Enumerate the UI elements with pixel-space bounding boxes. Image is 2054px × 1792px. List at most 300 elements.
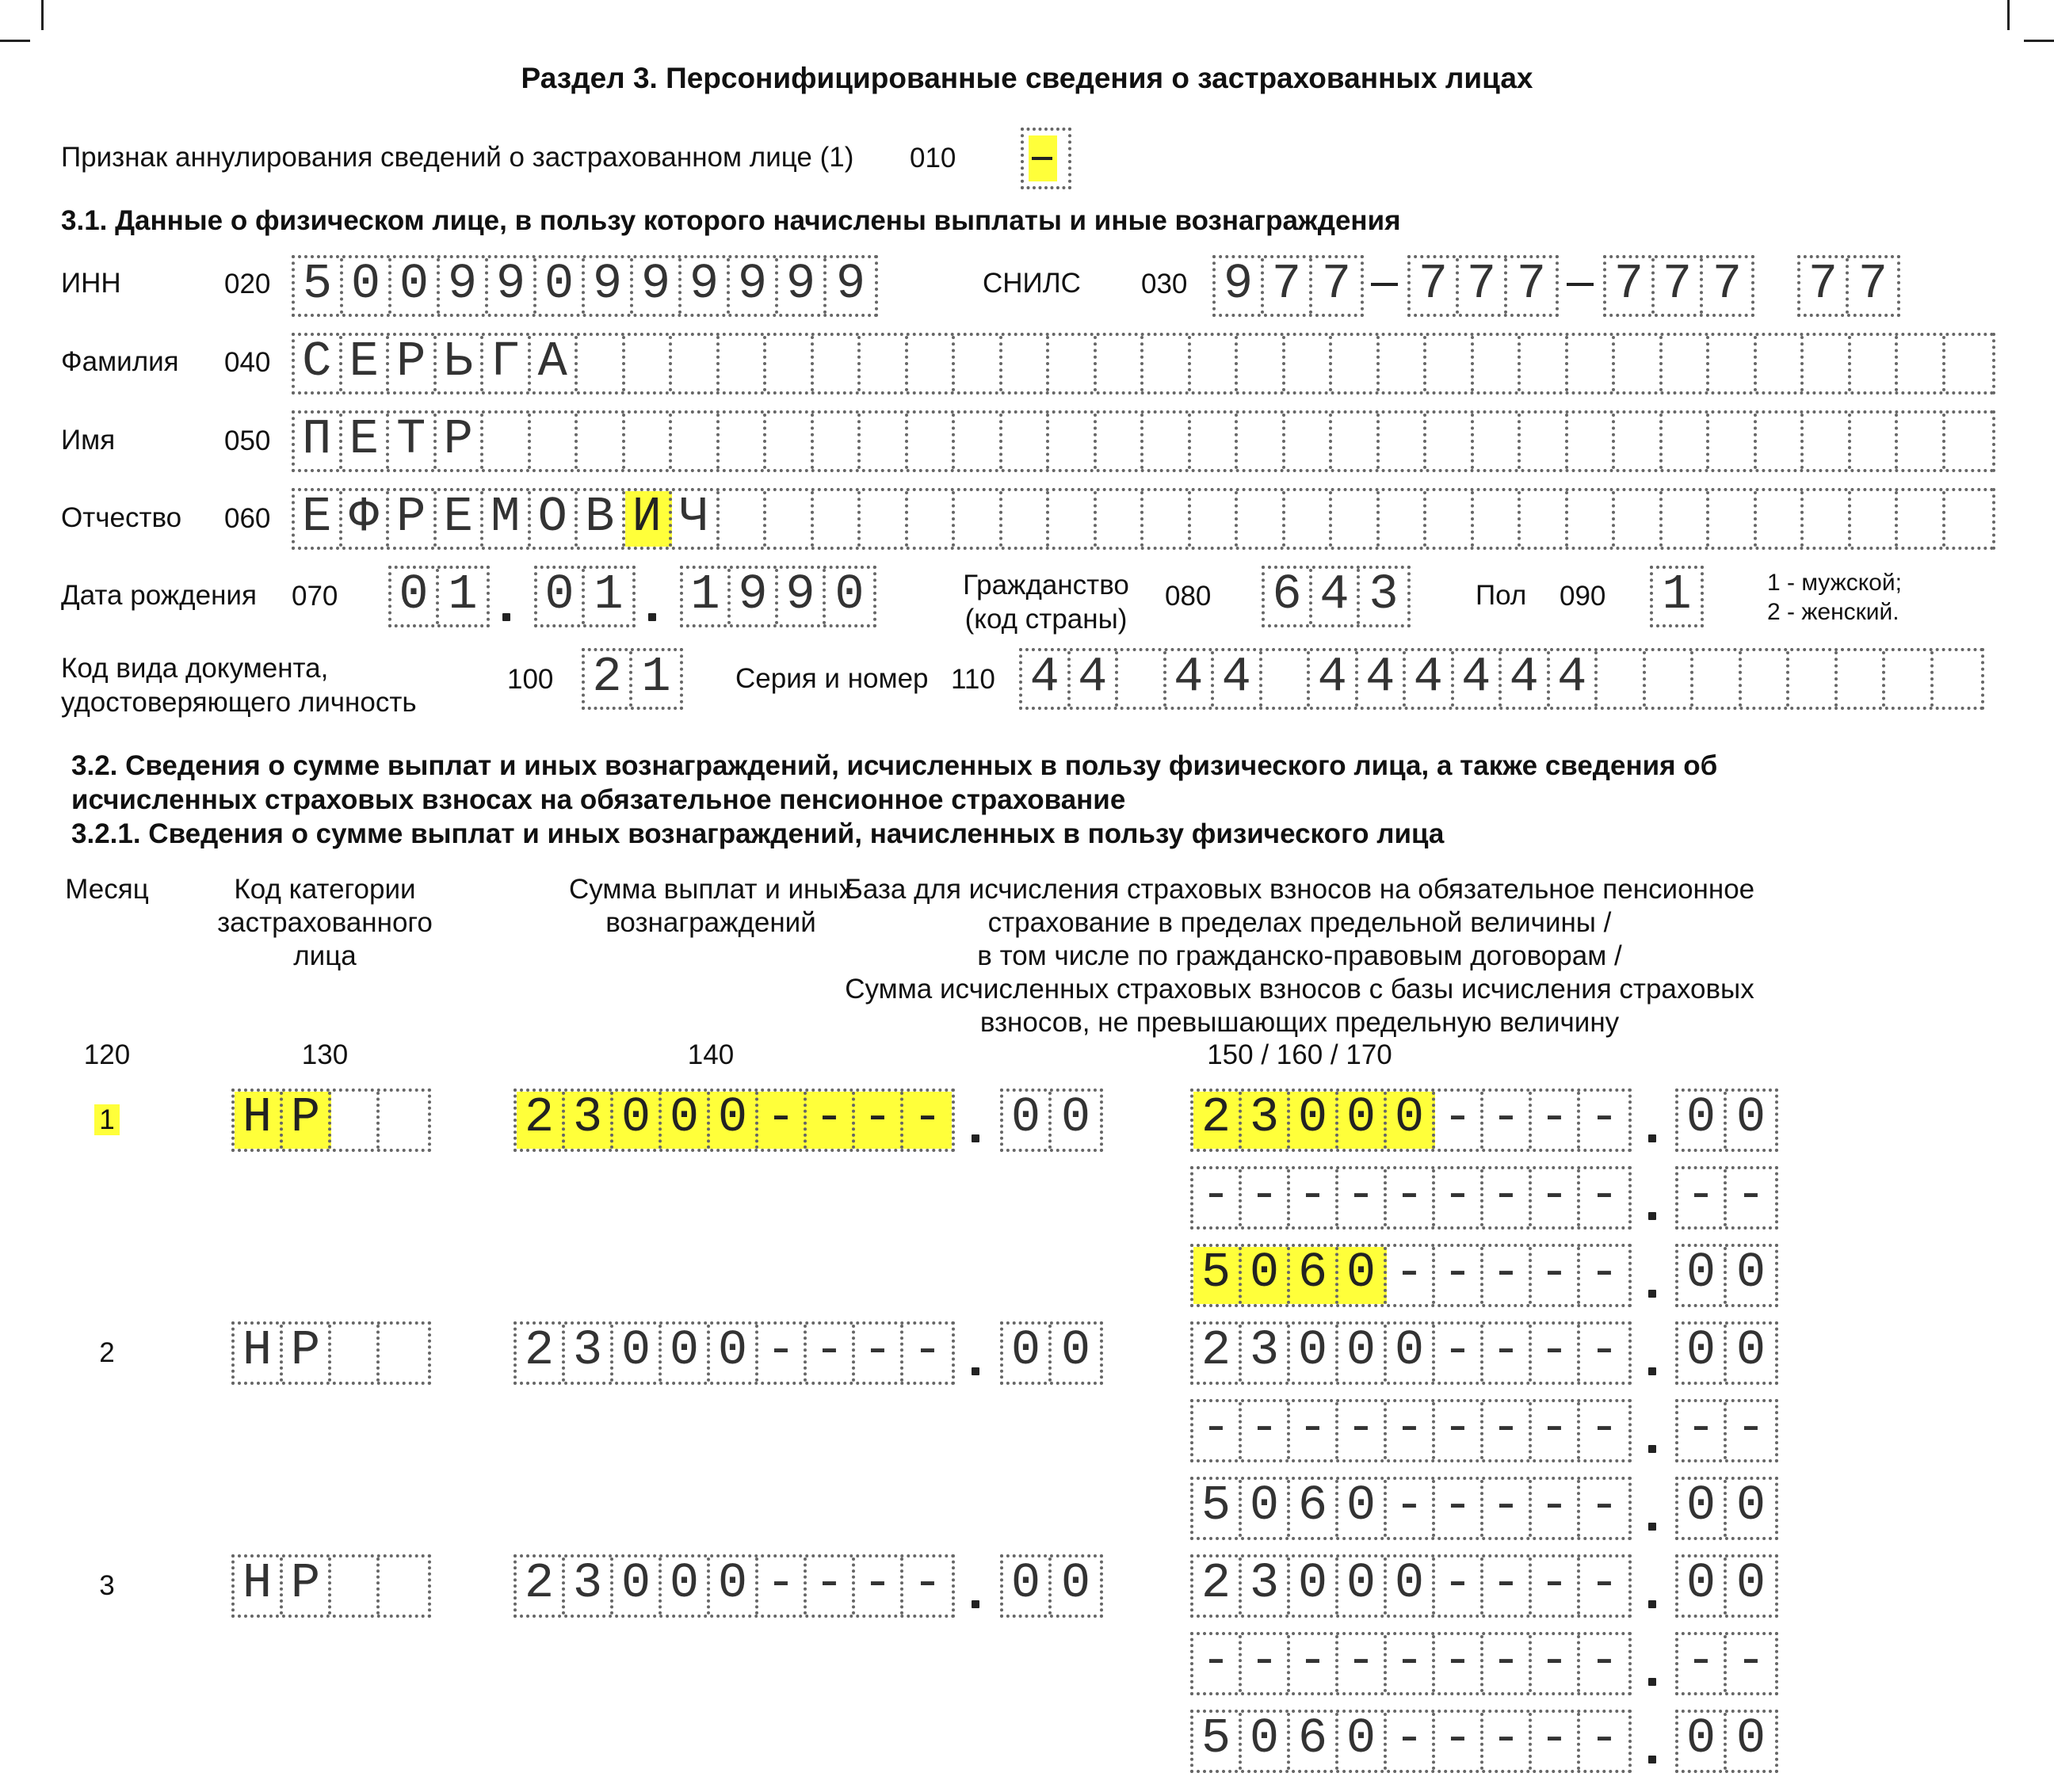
contrib-field[interactable] <box>1190 1710 1632 1773</box>
surname-char <box>1191 336 1239 391</box>
contrib-field[interactable] <box>1190 1244 1632 1307</box>
contrib-kopeck-digit: 0 <box>1678 1713 1727 1770</box>
sum-kopeck-digit: 0 <box>1003 1558 1052 1615</box>
month-value: 3 <box>99 1570 115 1601</box>
sum-kopeck-field[interactable] <box>1000 1089 1103 1152</box>
patronymic-char: М <box>483 491 531 547</box>
doc-number-char: 4 <box>1550 651 1598 707</box>
inn-digit: 9 <box>585 258 633 314</box>
doc-number-char <box>1789 651 1838 707</box>
name-field[interactable] <box>292 410 1995 472</box>
patronymic-char <box>861 491 908 547</box>
gph-kopeck-digit: - <box>1678 1402 1727 1459</box>
name-char <box>1380 414 1427 469</box>
surname-char <box>1285 336 1333 391</box>
sum-kopeck-field[interactable] <box>1000 1321 1103 1385</box>
sum-char: - <box>855 1092 903 1149</box>
gph-char: - <box>1435 1635 1483 1692</box>
snils-digit: 7 <box>1264 258 1312 314</box>
gph-char: - <box>1193 1635 1242 1692</box>
name-char <box>908 414 956 469</box>
surname-char: А <box>531 336 578 391</box>
patronymic-char <box>1238 491 1285 547</box>
base-kopeck-digit: 0 <box>1735 1555 1766 1611</box>
base-decimal-point <box>1648 1600 1656 1608</box>
contrib-field[interactable] <box>1190 1477 1632 1540</box>
gph-char: - <box>1589 1633 1620 1689</box>
sum-char: 0 <box>613 1092 662 1149</box>
birth-digit: 0 <box>834 566 865 623</box>
surname-char <box>1945 336 1993 391</box>
contrib-char: 0 <box>1242 1247 1290 1304</box>
doc-number-code: 110 <box>951 664 995 695</box>
contrib-char: - <box>1589 1710 1620 1767</box>
sum-char: - <box>912 1555 943 1611</box>
gph-char: - <box>1242 1169 1290 1226</box>
contrib-char: - <box>1483 1480 1532 1537</box>
surname-char <box>1757 336 1804 391</box>
sum-char: - <box>903 1092 952 1149</box>
col-base-header-3: в том числе по гражданско-правовым договорам / <box>977 940 1622 971</box>
gph-kopeck-field[interactable] <box>1675 1632 1778 1695</box>
surname-char <box>1097 336 1144 391</box>
birth-digit: 1 <box>594 566 624 623</box>
contrib-char: - <box>1387 1713 1435 1770</box>
doc-number-char <box>1118 651 1166 707</box>
base-char: 2 <box>1193 1558 1242 1615</box>
col-sum-header-2: вознаграждений <box>605 907 816 938</box>
sum-char: - <box>758 1325 807 1382</box>
base-char: 2 <box>1193 1092 1242 1149</box>
gph-decimal-point <box>1648 1212 1656 1220</box>
patronymic-char <box>814 491 861 547</box>
contrib-decimal-point <box>1648 1523 1656 1531</box>
inn-digit: 0 <box>343 258 391 314</box>
snils-digit: 7 <box>1411 258 1459 314</box>
name-char <box>1191 414 1239 469</box>
contrib-char: - <box>1387 1480 1435 1537</box>
surname-field[interactable] <box>292 333 1995 395</box>
gph-kopeck-digit: - <box>1735 1633 1766 1689</box>
surname-char: Ь <box>437 336 484 391</box>
patronymic-char <box>908 491 956 547</box>
base-field[interactable] <box>1190 1321 1632 1385</box>
base-char: - <box>1532 1558 1580 1615</box>
col-sum-code: 140 <box>687 1039 735 1070</box>
annul-value <box>1024 131 1068 186</box>
name-char <box>531 414 578 469</box>
base-kopeck-field[interactable] <box>1675 1321 1778 1385</box>
gph-char: - <box>1435 1402 1483 1459</box>
sum-char: - <box>807 1092 855 1149</box>
sum-field[interactable] <box>514 1554 955 1618</box>
birth-separator-2 <box>648 613 656 621</box>
surname-char <box>625 336 673 391</box>
gph-char: - <box>1589 1167 1620 1223</box>
name-char <box>483 414 531 469</box>
name-char <box>1238 414 1285 469</box>
citizenship-digit: 4 <box>1312 569 1360 624</box>
base-char: 3 <box>1242 1558 1290 1615</box>
patronymic-char: Е <box>295 491 342 547</box>
sum-char: - <box>807 1558 855 1615</box>
contrib-kopeck-digit: 0 <box>1735 1245 1766 1301</box>
sum-char: 2 <box>517 1558 565 1615</box>
category-char <box>331 1558 380 1615</box>
base-char: 3 <box>1242 1325 1290 1382</box>
gph-char: - <box>1193 1402 1242 1459</box>
snils-field-group4[interactable] <box>1797 255 1900 317</box>
citizenship-field[interactable] <box>1262 566 1411 627</box>
contrib-char: 5 <box>1193 1247 1242 1304</box>
category-char <box>331 1325 380 1382</box>
sex-digit: 1 <box>1662 566 1692 623</box>
doc-type-label-2: удостоверяющего личность <box>61 687 417 718</box>
name-char: Р <box>437 414 484 469</box>
contrib-char: - <box>1483 1713 1532 1770</box>
gph-char: - <box>1387 1169 1435 1226</box>
gph-char: - <box>1532 1635 1580 1692</box>
category-char: Р <box>283 1558 331 1615</box>
snils-digit: 7 <box>1516 256 1547 312</box>
gph-char: - <box>1290 1169 1338 1226</box>
snils-digit: 9 <box>1216 258 1264 314</box>
contrib-char: - <box>1435 1480 1483 1537</box>
doc-number-char: 4 <box>1022 651 1071 707</box>
gph-field[interactable] <box>1190 1632 1632 1695</box>
sum-char: 0 <box>710 1092 758 1149</box>
contrib-char: 0 <box>1242 1480 1290 1537</box>
contrib-char: - <box>1435 1247 1483 1304</box>
contrib-char: 6 <box>1290 1247 1338 1304</box>
contrib-char: - <box>1483 1247 1532 1304</box>
gph-char: - <box>1532 1169 1580 1226</box>
surname-char <box>1851 336 1899 391</box>
surname-char: Е <box>342 336 390 391</box>
doc-number-char: 4 <box>1214 651 1262 707</box>
col-month-code: 120 <box>83 1039 131 1070</box>
doc-type-field[interactable] <box>582 648 683 710</box>
contrib-char: - <box>1532 1713 1580 1770</box>
doc-number-char: 4 <box>1310 651 1358 707</box>
patronymic-char <box>1191 491 1239 547</box>
doc-type-code: 100 <box>507 664 554 695</box>
category-field[interactable] <box>231 1321 431 1385</box>
contrib-char: - <box>1532 1480 1580 1537</box>
contrib-kopeck-field[interactable] <box>1675 1244 1778 1307</box>
annul-field[interactable] <box>1021 128 1071 189</box>
snils-code: 030 <box>1141 269 1188 299</box>
contrib-decimal-point <box>1648 1290 1656 1298</box>
patronymic-char: В <box>578 491 625 547</box>
sum-kopeck-digit: 0 <box>1060 1089 1091 1146</box>
doc-number-char: 4 <box>1166 651 1215 707</box>
citizenship-digit: 3 <box>1369 566 1399 623</box>
category-char <box>331 1092 380 1149</box>
doc-number-char <box>1598 651 1646 707</box>
base-char: 0 <box>1338 1092 1387 1149</box>
surname-code: 040 <box>224 347 271 378</box>
gph-char: - <box>1387 1635 1435 1692</box>
category-char: Н <box>235 1325 283 1382</box>
snils-field-group3[interactable] <box>1603 255 1754 317</box>
snils-field-group1[interactable] <box>1212 255 1364 317</box>
base-kopeck-field[interactable] <box>1675 1089 1778 1152</box>
patronymic-char <box>1804 491 1851 547</box>
gph-kopeck-digit: - <box>1678 1169 1727 1226</box>
inn-code: 020 <box>224 269 271 299</box>
contrib-char: 0 <box>1338 1480 1387 1537</box>
contrib-char: 0 <box>1338 1247 1387 1304</box>
doc-type-digit: 2 <box>585 651 632 707</box>
inn-digit: 9 <box>440 258 488 314</box>
patronymic-char <box>1332 491 1380 547</box>
inn-label: ИНН <box>61 268 121 299</box>
birth-month-field[interactable] <box>534 566 636 627</box>
birth-digit: 1 <box>448 566 478 623</box>
patronymic-field[interactable] <box>292 488 1995 550</box>
citizenship-code: 080 <box>1165 581 1212 612</box>
sum-char: - <box>855 1558 903 1615</box>
sum-decimal-point <box>972 1367 979 1375</box>
sum-char: 0 <box>662 1092 710 1149</box>
gph-kopeck-field[interactable] <box>1675 1399 1778 1462</box>
gph-char: - <box>1483 1169 1532 1226</box>
name-char <box>766 414 814 469</box>
sex-field[interactable] <box>1650 566 1704 627</box>
inn-digit: 9 <box>730 258 778 314</box>
inn-digit: 9 <box>488 258 536 314</box>
gph-char: - <box>1532 1402 1580 1459</box>
patronymic-char: И <box>625 491 673 547</box>
doc-number-char <box>1838 651 1886 707</box>
doc-number-char <box>1885 651 1934 707</box>
base-decimal-point <box>1648 1134 1656 1142</box>
name-char <box>1285 414 1333 469</box>
gph-char: - <box>1483 1402 1532 1459</box>
gph-char: - <box>1290 1635 1338 1692</box>
surname-char <box>1474 336 1521 391</box>
base-char: - <box>1589 1322 1620 1378</box>
birth-year-field[interactable] <box>680 566 876 627</box>
patronymic-code: 060 <box>224 503 271 534</box>
surname-char <box>1898 336 1945 391</box>
birth-day-field[interactable] <box>388 566 490 627</box>
name-char <box>1568 414 1616 469</box>
surname-char <box>720 336 767 391</box>
surname-char <box>1568 336 1616 391</box>
patronymic-char <box>1474 491 1521 547</box>
category-char: Н <box>235 1558 283 1615</box>
snils-field-group2[interactable] <box>1407 255 1559 317</box>
name-char <box>1898 414 1945 469</box>
gph-decimal-point <box>1648 1678 1656 1686</box>
snils-digit: 7 <box>1655 258 1703 314</box>
birth-digit: 9 <box>778 569 826 624</box>
base-char: - <box>1483 1092 1532 1149</box>
inn-field[interactable] <box>292 255 878 317</box>
surname-char <box>1663 336 1710 391</box>
col-category-header-2: застрахованного <box>217 907 433 938</box>
base-field[interactable] <box>1190 1089 1632 1152</box>
patronymic-char <box>1143 491 1191 547</box>
contrib-char: 0 <box>1242 1713 1290 1770</box>
base-char: 0 <box>1338 1325 1387 1382</box>
name-char <box>1709 414 1757 469</box>
category-field[interactable] <box>231 1089 431 1152</box>
sum-decimal-point <box>972 1134 979 1142</box>
gph-kopeck-digit: - <box>1735 1167 1766 1223</box>
gph-char: - <box>1242 1402 1290 1459</box>
patronymic-label: Отчество <box>61 502 182 533</box>
sum-char: 0 <box>710 1325 758 1382</box>
doc-type-digit: 1 <box>641 649 671 705</box>
col-month-header: Месяц <box>65 874 149 905</box>
surname-char: Р <box>389 336 437 391</box>
section-32-title-line2: исчисленных страховых взносах на обязательное пенсионное страхование <box>71 784 1126 815</box>
gph-char: - <box>1242 1635 1290 1692</box>
category-char: Р <box>283 1325 331 1382</box>
base-kopeck-digit: 0 <box>1678 1092 1727 1149</box>
contrib-kopeck-field[interactable] <box>1675 1710 1778 1773</box>
doc-number-field[interactable] <box>1019 648 1984 710</box>
contrib-decimal-point <box>1648 1756 1656 1763</box>
contrib-char: 0 <box>1338 1713 1387 1770</box>
surname-char <box>1143 336 1191 391</box>
name-char <box>578 414 625 469</box>
sum-kopeck-digit: 0 <box>1003 1325 1052 1382</box>
inn-digit: 5 <box>295 258 343 314</box>
sum-char: 0 <box>662 1325 710 1382</box>
name-char <box>1521 414 1568 469</box>
inn-digit: 0 <box>391 258 440 314</box>
name-char <box>1332 414 1380 469</box>
sex-note-2: 2 - женский. <box>1767 599 1899 625</box>
citizenship-label-1: Гражданство <box>963 570 1129 601</box>
doc-number-char <box>1934 651 1982 707</box>
section-31-title: 3.1. Данные о физическом лице, в пользу которого начислены выплаты и иные вознаграждения <box>61 205 1401 236</box>
patronymic-char <box>955 491 1002 547</box>
name-char <box>1002 414 1050 469</box>
patronymic-char <box>1097 491 1144 547</box>
inn-digit: 9 <box>778 258 827 314</box>
month-value: 1 <box>94 1104 119 1135</box>
name-char <box>1426 414 1474 469</box>
surname-char <box>1332 336 1380 391</box>
name-char <box>861 414 908 469</box>
base-char: 0 <box>1290 1092 1338 1149</box>
base-char: 0 <box>1338 1558 1387 1615</box>
category-char <box>380 1558 428 1615</box>
surname-char <box>1380 336 1427 391</box>
base-decimal-point <box>1648 1367 1656 1375</box>
sum-char: - <box>758 1092 807 1149</box>
col-base-header-5: взносов, не превышающих предельную величину <box>979 1007 1620 1038</box>
section-32-title-line1: 3.2. Сведения о сумме выплат и иных вознаграждений, исчисленных в пользу физического лица, а также сведения об <box>71 750 1718 781</box>
citizenship-digit: 6 <box>1265 569 1312 624</box>
contrib-kopeck-field[interactable] <box>1675 1477 1778 1540</box>
surname-char <box>1709 336 1757 391</box>
base-char: 0 <box>1387 1558 1435 1615</box>
name-char <box>1804 414 1851 469</box>
doc-number-char: 4 <box>1406 651 1454 707</box>
patronymic-char <box>1380 491 1427 547</box>
name-char <box>1615 414 1663 469</box>
patronymic-char: Ч <box>672 491 720 547</box>
gph-field[interactable] <box>1190 1166 1632 1230</box>
gph-kopeck-digit: - <box>1678 1635 1727 1692</box>
base-field[interactable] <box>1190 1554 1632 1618</box>
base-char: 0 <box>1290 1558 1338 1615</box>
sum-char: 2 <box>517 1325 565 1382</box>
base-char: - <box>1435 1092 1483 1149</box>
doc-type-label-1: Код вида документа, <box>61 653 329 684</box>
base-char: 2 <box>1193 1325 1242 1382</box>
patronymic-char <box>1615 491 1663 547</box>
contrib-char: 5 <box>1193 1480 1242 1537</box>
sum-char: 0 <box>613 1325 662 1382</box>
col-category-header-3: лица <box>293 940 357 971</box>
snils-digit: 7 <box>1606 258 1655 314</box>
gph-field[interactable] <box>1190 1399 1632 1462</box>
name-char <box>814 414 861 469</box>
patronymic-char <box>720 491 767 547</box>
sum-field[interactable] <box>514 1321 955 1385</box>
snils-digit: 7 <box>1857 256 1888 312</box>
name-char <box>1049 414 1097 469</box>
surname-char <box>1049 336 1097 391</box>
sum-kopeck-field[interactable] <box>1000 1554 1103 1618</box>
patronymic-char <box>1049 491 1097 547</box>
sum-char: 3 <box>565 1558 613 1615</box>
gph-char: - <box>1483 1635 1532 1692</box>
sum-char: 0 <box>662 1558 710 1615</box>
name-char: Т <box>389 414 437 469</box>
sum-char: - <box>807 1325 855 1382</box>
sum-char: 0 <box>710 1558 758 1615</box>
patronymic-char <box>1426 491 1474 547</box>
patronymic-char <box>1521 491 1568 547</box>
patronymic-char <box>1285 491 1333 547</box>
birth-label: Дата рождения <box>61 580 257 611</box>
sum-kopeck-digit: 0 <box>1060 1322 1091 1378</box>
doc-number-label: Серия и номер <box>735 663 929 694</box>
base-kopeck-field[interactable] <box>1675 1554 1778 1618</box>
base-char: - <box>1435 1325 1483 1382</box>
col-base-code: 150 / 160 / 170 <box>1207 1039 1392 1070</box>
surname-char <box>1238 336 1285 391</box>
birth-separator-1 <box>502 613 510 621</box>
surname-char <box>766 336 814 391</box>
sum-field[interactable] <box>514 1089 955 1152</box>
col-category-header-1: Код категории <box>234 874 416 905</box>
surname-char <box>955 336 1002 391</box>
snils-digit: 7 <box>1459 258 1507 314</box>
annul-code: 010 <box>910 143 956 173</box>
doc-number-char <box>1693 651 1742 707</box>
gph-kopeck-field[interactable] <box>1675 1166 1778 1230</box>
base-char: 0 <box>1387 1092 1435 1149</box>
crop-mark-left-h <box>0 40 30 42</box>
patronymic-char <box>1851 491 1899 547</box>
crop-mark-right-h <box>2024 40 2054 42</box>
patronymic-char <box>1945 491 1993 547</box>
name-char <box>1663 414 1710 469</box>
patronymic-char <box>1663 491 1710 547</box>
base-kopeck-digit: 0 <box>1735 1089 1766 1146</box>
name-char: П <box>295 414 342 469</box>
category-field[interactable] <box>231 1554 431 1618</box>
